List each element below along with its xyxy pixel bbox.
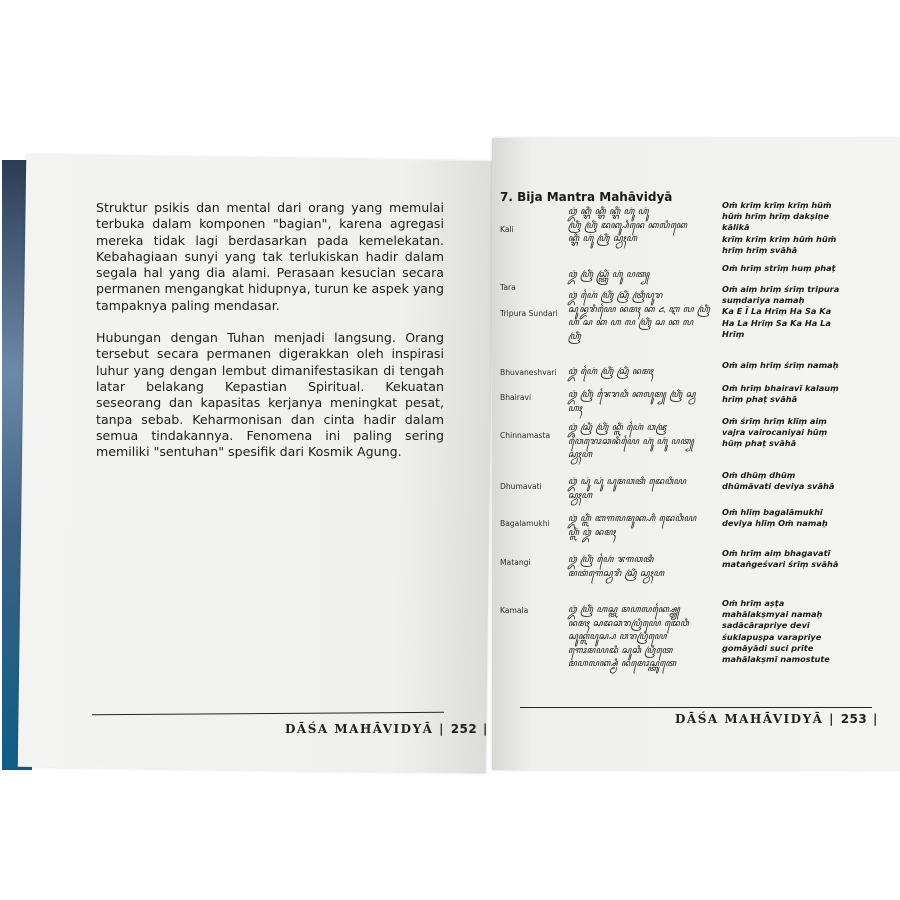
mantra-transliteration <box>722 416 882 450</box>
javanese-script <box>568 290 713 344</box>
mantra-transliteration <box>722 263 882 274</box>
mantra-line: dhūmāvati deviya svāhā <box>722 481 835 492</box>
goddess-name: Bagalamukhi <box>500 519 550 528</box>
paragraph: Hubungan dengan Tuhan menjadi langsung. Orang tersebut secara permanen digerakkan oleh inspirasi luhur yang dengan lembut dimanifestasikan di tengah latar belakang Kepastian Spiritual. Kekuatan seseorang dan kapasitas kerjanya meningkat pesat, tanpa sebab. Keharmonisan dan cinta hadir dalam semua tindakannya. Fenomena ini paling sering memiliki "sentuhan" spesifik dari Kosmik Agung. <box>96 330 444 460</box>
mantra-transliteration <box>722 360 882 371</box>
goddess-name: Tripura Sundari <box>500 309 558 318</box>
javanese-script <box>568 476 713 503</box>
page-number: 253 <box>840 712 868 726</box>
script-line: ꦎꦁ ꦲꦿꦶꦁ ꦲꦱ꧀ꦠ ꦩꦲꦭꦏ꧀ꦱ꧀ꦩꦾꦻ <box>568 605 681 615</box>
mantra-line: mahālakṣmī namostute <box>722 654 830 665</box>
mantra-line: Oṁ hrīṃ bhairavī kalauṃ <box>722 383 839 393</box>
footer-left: DĀŚA MAHĀVIDYĀ | 252 | <box>285 722 489 736</box>
script-line: ꦎꦁ ꦏ꧀ꦫꦶꦁ ꦏ꧀ꦫꦶꦁ ꦏ꧀ꦫꦶꦁ ꦲꦸꦁ ꦲꦸꦁ <box>568 207 649 217</box>
mantra-line: Oṁ aiṃ hrīṃ śrīṃ tripura <box>722 284 840 294</box>
mantra-transliteration <box>722 507 882 529</box>
goddess-name: Bhuvaneshvari <box>500 368 557 377</box>
mantra-line: krīṃ krīṃ krīṃ hūṁ hūṁ <box>722 233 837 244</box>
javanese-script <box>568 269 713 283</box>
mantra-line: Ha La Hrīṃ Sa Ka Ha La <box>722 317 831 328</box>
mantra-line: deviya hlīṃ Oṁ namaḥ <box>722 518 828 529</box>
javanese-script <box>568 513 713 540</box>
script-line: ꦱꦸꦏ꧀ꦭꦥꦸꦱ꧀ꦥ ꦮꦫꦥꦿꦶꦪꦺ <box>568 632 667 642</box>
footer-title: DĀŚA MAHĀVIDYĀ <box>675 712 824 726</box>
script-line: ꦱ꧀ꦮꦃꦲ <box>568 490 593 501</box>
goddess-name: Dhumavati <box>500 482 542 491</box>
goddess-name: Chinnamasta <box>500 431 551 440</box>
mantra-line: Hrīṃ <box>722 328 745 339</box>
mantra-line: vajra vairocaniyai hūṃ <box>722 427 828 438</box>
mantra-line: Oṁ dhūṃ dhūṃ <box>722 470 796 480</box>
mantra-transliteration <box>722 470 882 492</box>
script-line: ꦎꦁ ꦲ꧀ꦭꦶꦁ ꦧꦒꦭꦩꦸꦏ꧀ꦲꦶ ꦢꦺꦮꦶꦪ <box>568 514 697 524</box>
goddess-name: Tara <box>500 283 516 292</box>
mantra-transliteration <box>722 284 882 340</box>
script-line: ꦎꦁ ꦲꦿꦶꦁ ꦱ꧀ꦠꦿꦶꦁ ꦲꦸꦁ ꦥꦠ꧀ <box>568 270 650 280</box>
javanese-script <box>568 604 713 672</box>
script-line: ꦲꦃ <box>568 403 583 414</box>
javanese-script <box>568 366 713 380</box>
goddess-name: Kali <box>500 225 514 234</box>
mantra-line: hrīṃ hrīṃ svāhā <box>722 244 798 255</box>
mantra-line: mahālakṣmyai namaḥ <box>722 609 823 620</box>
mantra-transliteration <box>722 548 882 570</box>
footer-rule-right <box>520 707 872 708</box>
script-line: ꦎꦁ ꦲꦻꦁ ꦲꦿꦶꦁ ꦱꦿꦶꦁ ꦠꦿꦶꦥꦸꦫ <box>568 291 663 301</box>
mantra-line: Oṁ hrīṃ aṣṭa <box>722 598 785 608</box>
mantra-line: Oṁ hlīṃ bagalāmukhī <box>722 507 823 517</box>
script-line: ꦱꦸꦤ꧀ꦢꦫꦶꦪꦻ ꦤꦩꦃ ꦏ ꦌ ꦆ ꦭ ꦲꦿꦶꦁ <box>568 304 711 315</box>
script-line: ꦲꦿꦶꦁ <box>568 331 582 342</box>
goddess-name: Matangi <box>500 558 531 567</box>
mantra-transliteration <box>722 200 882 256</box>
mantra-transliteration <box>722 598 882 665</box>
javanese-script <box>568 206 713 247</box>
javanese-script <box>568 554 713 581</box>
script-line: ꦒꦺꦴꦩꦪꦢꦶ ꦱꦸꦕꦶ ꦥꦿꦶꦠꦺ <box>568 645 673 656</box>
mantra-line: Oṁ śrīṃ hrīṃ klīṃ aiṃ <box>722 416 827 426</box>
mantra-line: mataṅgeśvari śrīṃ svāhā <box>722 559 839 570</box>
page-number: 252 <box>450 722 478 736</box>
script-line: ꦩꦠꦁꦒꦺꦱ꧀ꦮꦫꦶ ꦱꦿꦶꦁ ꦱ꧀ꦮꦃꦲ <box>568 568 665 579</box>
mantra-line: Ka E Ī La Hrīṃ Ha Sa Ka <box>722 306 832 317</box>
goddess-name: Kamala <box>500 606 529 615</box>
script-line: ꦲ꧀ꦭꦶꦁ ꦎꦁ ꦤꦩꦃ <box>568 527 616 538</box>
script-line: ꦩꦲꦭꦏ꧀ꦱ꧀ꦩꦶ ꦤꦩꦺꦴꦱ꧀ꦠꦸꦠꦺ <box>568 659 677 669</box>
footer-right: DĀŚA MAHĀVIDYĀ | 253 | <box>675 712 879 726</box>
mantra-line: Oṁ hrīṃ strīṃ huṃ phaṭ <box>722 263 836 273</box>
paragraph: Struktur psikis dan mental dari orang yang memulai terbuka dalam komponen "bagian", karena agregasi mereka tidak lagi berdasarkan pada kemelekatan. Kebahagiaan sunyi yang tak terlukiskan hadir dalam segala hal yang dia alami. Perasaan kesucian secara permanen mengangkat hidupnya, turun ke aspek yang tampaknya paling mendasar. <box>96 200 444 313</box>
goddess-name: Bhairavi <box>500 393 532 402</box>
script-line: ꦤꦩꦃ ꦱꦢꦕꦫꦥꦿꦶꦪꦺ ꦢꦺꦮꦶ <box>568 618 690 629</box>
mantra-line: sadācārapriye devī <box>722 620 810 631</box>
mantra-line: hrīṃ phaṭ svāhā <box>722 394 798 405</box>
mantra-line: gomāyādi suci prīte <box>722 642 814 653</box>
javanese-script <box>568 389 713 416</box>
mantra-line: Oṁ aiṃ hrīṃ śrīṃ namaḥ <box>722 360 839 370</box>
mantra-line: kālikā <box>722 222 750 233</box>
mantra-line: Oṁ krīṃ krīṃ krīṃ hūṁ <box>722 200 832 210</box>
javanese-script <box>568 422 713 463</box>
script-line: ꦎꦁ ꦲꦿꦶꦁ ꦨꦻꦫꦮꦶ ꦏꦭꦸꦩ꧀ ꦲꦿꦶꦁ ꦱ꧀ꦮ <box>568 390 696 400</box>
script-line: ꦎꦁ ꦲꦿꦶꦁ ꦲꦻꦁ ꦨꦒꦮꦠꦶ <box>568 555 654 565</box>
script-line: ꦎꦁ ꦝꦸꦁ ꦝꦸꦁ ꦝꦸꦩꦮꦠꦶ ꦢꦺꦮꦶꦪ <box>568 477 687 487</box>
section-title: 7. Bija Mantra Mahāvidyā <box>500 190 673 204</box>
footer-title: DĀŚA MAHĀVIDYĀ <box>285 722 434 736</box>
script-line: ꦎꦁ ꦱꦿꦶꦁ ꦲꦿꦶꦁ ꦏ꧀ꦭꦶꦁ ꦲꦻꦁ ꦮꦗꦿ <box>568 423 667 433</box>
mantra-line: suṃdariya namaḥ <box>722 295 805 306</box>
mantra-line: śuklapuṣpa varapriye <box>722 631 822 642</box>
script-line: ꦎꦁ ꦲꦻꦁ ꦲꦿꦶꦁ ꦱꦿꦶꦁ ꦤꦩꦃ <box>568 367 654 377</box>
mantra-line: Oṁ hrīṃ aiṃ bhagavatī <box>722 548 831 558</box>
left-page-body <box>96 200 444 476</box>
script-line: ꦱ꧀ꦮꦃꦲ <box>568 450 593 460</box>
script-line: ꦲ ꦱ ꦏ ꦲ ꦭ ꦲꦿꦶꦁ ꦱ ꦏ ꦭ <box>568 318 694 328</box>
mantra-line: hūṃ phaṭ svāhā <box>722 438 797 449</box>
mantra-line: hūṁ hrīṃ hrīṃ dakṣiṇe <box>722 211 830 222</box>
script-line: ꦮꦻꦫꦺꦴꦕꦤꦶꦪꦻ ꦲꦸꦁ ꦲꦸꦁ ꦥꦠ꧀ <box>568 436 695 447</box>
script-line: ꦏ꧀ꦫꦶꦁ ꦲꦸꦁ ꦲꦿꦶꦁ ꦱ꧀ꦮꦃꦲ <box>568 234 638 244</box>
mantra-transliteration <box>722 383 882 405</box>
script-line: ꦲꦿꦶꦁ ꦲꦿꦶꦁ ꦢꦏ꧀ꦰꦶꦤꦺ ꦏꦭꦶꦏꦺ <box>568 220 688 231</box>
